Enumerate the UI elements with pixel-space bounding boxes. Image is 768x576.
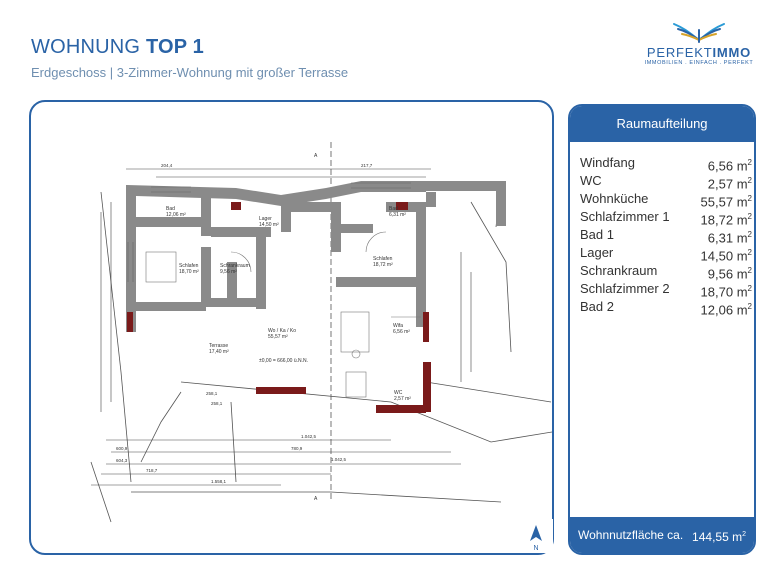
room-name: Schlafzimmer 2 xyxy=(580,281,670,296)
dim-7: 604,3 xyxy=(116,458,128,463)
total-label: Wohnnutzfläche ca. xyxy=(578,528,684,542)
dim-8: 258,1 xyxy=(206,391,218,396)
dim-2: 1.042,5 xyxy=(331,457,347,462)
total-value: 144,55 $m^2$ xyxy=(692,530,746,544)
room-name: Wohnküche xyxy=(580,191,649,206)
logo-tagline: IMMOBILIEN . EINFACH . PERFEKT xyxy=(644,60,754,66)
room-area: 6,31 $m^2$ xyxy=(707,230,752,246)
north-letter: N xyxy=(533,545,539,552)
room-row xyxy=(580,190,752,208)
room-row xyxy=(580,298,752,316)
label-bad-right-area: 6,31 m² xyxy=(389,212,406,218)
page-subtitle: Erdgeschoss | 3-Zimmer-Wohnung mit großer Terrasse xyxy=(31,65,349,80)
label-windfang: Wifa xyxy=(393,323,403,329)
room-area: 18,72 $m^2$ xyxy=(700,212,752,228)
dim-9: 258,1 xyxy=(211,401,223,406)
room-area: 6,56 $m^2$ xyxy=(707,158,752,174)
label-wc: WC xyxy=(394,390,403,396)
label-lager-area: 14,50 m² xyxy=(259,222,279,228)
wings-logo-icon xyxy=(636,18,762,46)
room-row xyxy=(580,280,752,298)
label-wc-area: 2,57 m² xyxy=(394,396,411,402)
room-row xyxy=(580,262,752,280)
north-arrow-icon xyxy=(519,519,553,553)
room-breakdown-panel xyxy=(568,104,756,555)
label-wohnkueche: Wo / Ka / Ko xyxy=(268,328,296,334)
label-section-a-bottom: A xyxy=(314,496,318,502)
room-row xyxy=(580,154,752,172)
label-lager: Lager xyxy=(259,216,272,222)
room-name: Schlafzimmer 1 xyxy=(580,209,670,224)
room-row xyxy=(580,244,752,262)
label-schrankraum-area: 9,56 m² xyxy=(220,269,237,275)
room-list xyxy=(580,154,752,316)
room-area: 2,57 $m^2$ xyxy=(707,176,752,192)
room-row xyxy=(580,208,752,226)
panel-heading: Raumaufteilung xyxy=(570,106,754,142)
label-schlafen-right-area: 18,72 m² xyxy=(373,262,393,268)
label-schlafen-left-area: 18,70 m² xyxy=(179,269,199,275)
dim-3: 780,9 xyxy=(291,446,303,451)
label-schlafen-left: Schlafen xyxy=(179,263,199,269)
total-area xyxy=(570,517,754,553)
page-title: WOHNUNG TOP 1 xyxy=(31,36,205,58)
label-windfang-area: 6,56 m² xyxy=(393,329,410,335)
room-name: Bad 2 xyxy=(580,299,614,314)
label-schrankraum: Schrankraum xyxy=(220,263,250,269)
room-name: WC xyxy=(580,173,602,188)
label-level: ±0,00 = 666,00 ü.N.N. xyxy=(259,358,309,364)
room-area: 14,50 $m^2$ xyxy=(700,248,752,264)
label-schlafen-right: Schlafen xyxy=(373,256,393,262)
dim-1: 1.042,5 xyxy=(301,434,317,439)
room-row xyxy=(580,172,752,190)
logo-brand: PERFEKTIMMO xyxy=(646,45,752,60)
label-bad-right: Bad xyxy=(389,206,398,212)
room-name: Schrankraum xyxy=(580,263,658,278)
label-wohnkueche-area: 55,57 m² xyxy=(268,334,288,340)
label-bad-left-area: 12,06 m² xyxy=(166,212,186,218)
company-logo xyxy=(636,18,762,66)
room-area: 18,70 $m^2$ xyxy=(700,284,752,300)
label-terrasse-area: 17,40 m² xyxy=(209,349,229,355)
room-area: 9,56 $m^2$ xyxy=(707,266,752,282)
room-name: Bad 1 xyxy=(580,227,614,242)
dim-5: 1.558,1 xyxy=(211,479,227,484)
dim-4: 718,7 xyxy=(146,468,158,473)
room-name: Windfang xyxy=(580,155,635,170)
room-name: Lager xyxy=(580,245,614,260)
floor-plan xyxy=(31,102,552,553)
room-area: 55,57 $m^2$ xyxy=(700,194,752,210)
dim-11: 217,7 xyxy=(361,163,373,168)
label-terrasse: Terrasse xyxy=(209,343,229,349)
dim-10: 204,4 xyxy=(161,163,173,168)
room-row xyxy=(580,226,752,244)
label-bad-left: Bad xyxy=(166,206,175,212)
label-section-a-top: A xyxy=(314,153,318,159)
room-area: 12,06 $m^2$ xyxy=(700,302,752,318)
dim-6: 600,9 xyxy=(116,446,128,451)
